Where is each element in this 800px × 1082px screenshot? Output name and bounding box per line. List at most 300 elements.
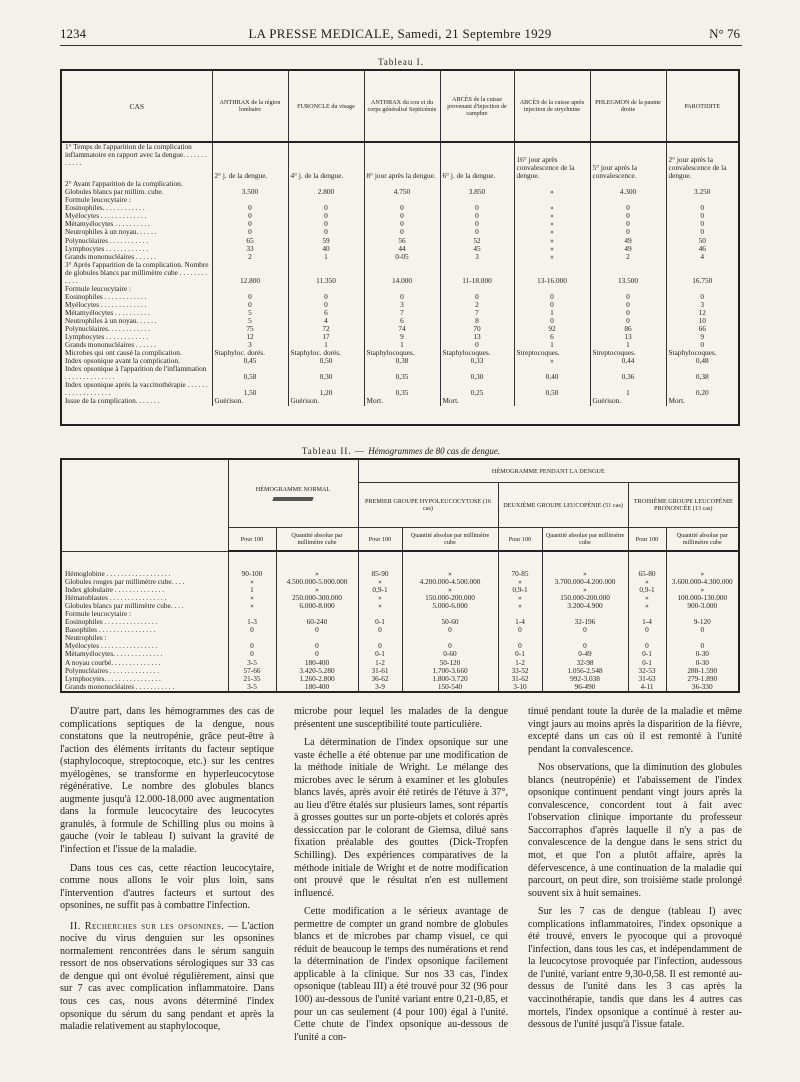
table-cell: Staphyloc. dorés. bbox=[212, 349, 288, 357]
table-cell: 0 bbox=[590, 317, 666, 325]
table-cell: 13.500 bbox=[590, 261, 666, 285]
table-cell: 32-196 bbox=[542, 618, 628, 626]
table-row bbox=[62, 142, 738, 180]
row-label: Formule leucocytaire : bbox=[65, 284, 132, 293]
table-cell: 2 bbox=[590, 253, 666, 261]
row-label: Eosinophiles. . . . . . . . . . . . bbox=[65, 204, 145, 213]
table-cell: 0 bbox=[212, 301, 288, 309]
header-rule bbox=[60, 45, 742, 46]
row-label: Lymphocytes . . . . . . . . . . . . bbox=[65, 244, 149, 253]
table-cell: 0,45 bbox=[212, 357, 288, 365]
table-cell: 36-62 bbox=[358, 675, 402, 683]
table-cell: 288-1.590 bbox=[666, 667, 738, 675]
table-cell: 0 bbox=[590, 293, 666, 301]
table-cell: 0 bbox=[440, 341, 514, 349]
table-cell: 0 bbox=[590, 220, 666, 228]
table-row bbox=[62, 357, 738, 365]
table-cell bbox=[364, 285, 440, 293]
table-cell: 1.056-2.548 bbox=[542, 667, 628, 675]
table1-column-header: FURONCLE du visage bbox=[288, 71, 364, 142]
table-cell: 0 bbox=[666, 626, 738, 634]
table2-caption-prefix: Tableau II. — bbox=[301, 446, 365, 456]
table-cell: Staphyloc. dorés. bbox=[288, 349, 364, 357]
table-cell: 0,9-1 bbox=[628, 586, 666, 594]
table-cell: 0 bbox=[440, 204, 514, 212]
table-cell: 0 bbox=[288, 220, 364, 228]
table-cell: 0 bbox=[288, 301, 364, 309]
table-cell: 0-60 bbox=[402, 650, 498, 658]
table-cell: 0 bbox=[542, 642, 628, 650]
row-label: 2° Avant l'apparition de la complication. Globules blancs par millim. cube. bbox=[65, 180, 183, 197]
table-cell: 6° j. de la dengue. bbox=[440, 142, 514, 180]
table-cell: 0-1 bbox=[628, 650, 666, 658]
table-cell: 1-4 bbox=[498, 618, 542, 626]
table-cell: 0,20 bbox=[666, 381, 738, 397]
table-cell: 4-11 bbox=[628, 683, 666, 691]
table1-column-header: ANTHRAX du cou et du corps généralisé Septicémie bbox=[364, 71, 440, 142]
table-cell: 1-2 bbox=[498, 659, 542, 667]
table-cell bbox=[276, 634, 358, 642]
table-cell: 1,50 bbox=[212, 381, 288, 397]
table-cell: » bbox=[628, 602, 666, 610]
table-cell bbox=[228, 610, 276, 618]
table-cell: 0 bbox=[440, 228, 514, 236]
table-cell: 4.500.000-5.000.000 bbox=[276, 578, 358, 586]
table-cell: 96-490 bbox=[542, 683, 628, 691]
table-cell: 1.800-3.720 bbox=[402, 675, 498, 683]
table-cell: 0 bbox=[228, 650, 276, 658]
column-1 bbox=[60, 706, 274, 1040]
issue-number: N° 76 bbox=[709, 26, 740, 41]
table-cell bbox=[666, 196, 738, 204]
table-row bbox=[62, 301, 738, 309]
table-cell: 31-62 bbox=[498, 675, 542, 683]
table-row bbox=[62, 650, 738, 658]
table-cell: » bbox=[514, 237, 590, 245]
spacer-cell bbox=[228, 551, 276, 570]
table-row bbox=[62, 204, 738, 212]
journal-title: LA PRESSE MEDICALE, Samedi, 21 Septembre 1929 bbox=[248, 26, 552, 41]
table-row bbox=[62, 578, 738, 586]
table-cell: 0-1 bbox=[358, 650, 402, 658]
table-cell: 31-63 bbox=[628, 675, 666, 683]
table-cell: 66 bbox=[666, 325, 738, 333]
table-cell: 0 bbox=[666, 642, 738, 650]
table-cell: 49 bbox=[590, 245, 666, 253]
table-cell: 1 bbox=[590, 381, 666, 397]
table-cell: 279-1.890 bbox=[666, 675, 738, 683]
table-cell: 0 bbox=[364, 212, 440, 220]
table-cell: 0 bbox=[666, 204, 738, 212]
table-cell: » bbox=[276, 586, 358, 594]
table-row bbox=[62, 626, 738, 634]
row-label: Index opsonique à l'apparition de l'inflammation . . . . . . . . . . . . . . bbox=[65, 365, 207, 382]
table-cell: 0-05 bbox=[364, 253, 440, 261]
table-cell: 8° jour après la dengue. bbox=[364, 142, 440, 180]
subheader-pct: Pour 100 bbox=[228, 528, 276, 552]
table2-group-2: DEUXIÈME GROUPE LEUCOPÉNIE (51 cas) bbox=[498, 483, 628, 528]
table-cell: 1 bbox=[514, 341, 590, 349]
table-cell: 0 bbox=[212, 228, 288, 236]
table-cell: 0,38 bbox=[364, 357, 440, 365]
spacer-cell bbox=[62, 551, 228, 570]
table-cell: 2 bbox=[212, 253, 288, 261]
subheader-abs: Quantité absolue par millimètre cube bbox=[666, 528, 738, 552]
table-cell bbox=[666, 634, 738, 642]
table-cell: 180-400 bbox=[276, 683, 358, 691]
row-label: Grands mononucléaires . . . . . . bbox=[65, 252, 156, 261]
table-cell: 9 bbox=[364, 333, 440, 341]
table1-caption: Tableau I. bbox=[378, 57, 424, 67]
row-label: Hémoglobine . . . . . . . . . . . . . . . . . . bbox=[65, 570, 171, 578]
table-cell: » bbox=[666, 570, 738, 578]
table-cell: 6.000-8.000 bbox=[276, 602, 358, 610]
table-cell bbox=[628, 634, 666, 642]
spacer-cell bbox=[542, 551, 628, 570]
table-cell: 16° jour après convalescence de la dengue. bbox=[514, 142, 590, 180]
table-cell: 0-49 bbox=[542, 650, 628, 658]
table-cell: 7 bbox=[364, 309, 440, 317]
table-cell: 0 bbox=[440, 220, 514, 228]
table-cell: » bbox=[358, 602, 402, 610]
table-cell: 0,40 bbox=[514, 365, 590, 381]
table-cell: 9-120 bbox=[666, 618, 738, 626]
table-cell: 17 bbox=[288, 333, 364, 341]
table-cell: 3.700.000-4.200.000 bbox=[542, 578, 628, 586]
table-cell: 3.250 bbox=[666, 180, 738, 196]
table-cell: 70 bbox=[440, 325, 514, 333]
table-cell: 900-3.000 bbox=[666, 602, 738, 610]
spacer-cell bbox=[666, 551, 738, 570]
table-row bbox=[62, 365, 738, 381]
table-cell: 16.750 bbox=[666, 261, 738, 285]
table-cell: 150-540 bbox=[402, 683, 498, 691]
table-cell: » bbox=[666, 586, 738, 594]
table-cell: 0 bbox=[590, 212, 666, 220]
table-cell: 0,48 bbox=[666, 357, 738, 365]
row-label: Métamyélocytes . . . . . . . . . . bbox=[65, 220, 150, 229]
section-paragraph: II. Recherches sur les opsonines. — L'action nocive du virus denguien sur les opsonines normalement rencontrées dans le sérum sanguin ressort de nos observations sérologiques sur 33 cas de dengue qui ont évolué régulièrement, ainsi que sur 7 cas avec complication inflammatoire. Dans tous ces cas, nous avons déterminé l'index opsonique du sérum du sang pendant et après la maladie relativement au staphylocoque, bbox=[60, 920, 274, 1033]
table-cell: 74 bbox=[364, 325, 440, 333]
row-label: Eosinophiles . . . . . . . . . . . . . . . bbox=[65, 618, 158, 627]
table-cell bbox=[402, 610, 498, 618]
table-cell: 0 bbox=[212, 204, 288, 212]
table-cell: 3 bbox=[212, 341, 288, 349]
table-cell: 3.500 bbox=[212, 180, 288, 196]
table-cell: 0 bbox=[364, 293, 440, 301]
table-cell: 65-80 bbox=[628, 570, 666, 578]
table-cell: 13-16.000 bbox=[514, 261, 590, 285]
table-row bbox=[62, 253, 738, 261]
table-row bbox=[62, 261, 738, 285]
table-cell: 0,9-1 bbox=[498, 586, 542, 594]
table-row bbox=[62, 285, 738, 293]
table-cell: 2.800 bbox=[288, 180, 364, 196]
table-cell: 0 bbox=[276, 642, 358, 650]
table-cell: » bbox=[628, 594, 666, 602]
table-cell: 0 bbox=[514, 317, 590, 325]
table-cell: 3-5 bbox=[228, 659, 276, 667]
table-row bbox=[62, 333, 738, 341]
table-cell bbox=[276, 610, 358, 618]
table-cell: 0 bbox=[276, 626, 358, 634]
table-cell: 1 bbox=[364, 341, 440, 349]
table-cell: 0,30 bbox=[288, 365, 364, 381]
table-cell: » bbox=[276, 570, 358, 578]
table-cell: 0 bbox=[364, 220, 440, 228]
table-cell: 0 bbox=[628, 626, 666, 634]
table2-group-3: TROISIÈME GROUPE LEUCOPÉNIE PRONONCÉE (13 cas) bbox=[628, 483, 738, 528]
table-cell: 0 bbox=[590, 228, 666, 236]
table-cell: 4° j. de la dengue. bbox=[288, 142, 364, 180]
table-cell: » bbox=[228, 578, 276, 586]
paragraph: tinué pendant toute la durée de la maladie et même vingt jaurs au moins après la disparition de la fièvre, excepté dans un cas où il est remonté à l'unité pendant la convalescence. bbox=[528, 706, 742, 755]
table-cell: 45 bbox=[440, 245, 514, 253]
table-cell: 46 bbox=[666, 245, 738, 253]
table-cell bbox=[228, 634, 276, 642]
row-label: Microbes qui ont causé la complication. bbox=[65, 349, 182, 358]
table-row bbox=[62, 212, 738, 220]
table-cell: Mort. bbox=[364, 397, 440, 405]
table2-group-1: PREMIER GROUPE HYPOLEUCOCYTOSE (16 cas) bbox=[358, 483, 498, 528]
table-cell: 0 bbox=[666, 220, 738, 228]
table-row bbox=[62, 634, 738, 642]
row-label: Neutrophiles : bbox=[65, 634, 107, 643]
table-cell bbox=[498, 634, 542, 642]
table-cell: 49 bbox=[590, 237, 666, 245]
table-cell: 44 bbox=[364, 245, 440, 253]
table-cell: » bbox=[402, 586, 498, 594]
table-cell: 1 bbox=[514, 309, 590, 317]
table-cell: » bbox=[628, 578, 666, 586]
table-cell: 7 bbox=[440, 309, 514, 317]
strike-mark bbox=[272, 497, 313, 501]
table-cell: 8 bbox=[440, 317, 514, 325]
table-cell: 992-3.038 bbox=[542, 675, 628, 683]
table-cell: 2° j. de la dengue. bbox=[212, 142, 288, 180]
table-cell: 75 bbox=[212, 325, 288, 333]
table-cell: Staphylocoques. bbox=[440, 349, 514, 357]
table-cell: 3 bbox=[666, 301, 738, 309]
table-row bbox=[62, 642, 738, 650]
table-row bbox=[62, 397, 738, 405]
table-cell: 4.750 bbox=[364, 180, 440, 196]
table-cell bbox=[402, 634, 498, 642]
table-cell: 0 bbox=[288, 228, 364, 236]
table1-column-header: ABCÈS de la cuisse après injection de strychnine bbox=[514, 71, 590, 142]
table-cell bbox=[358, 634, 402, 642]
table2-super-header: HÉMOGRAMME PENDANT LA DENGUE bbox=[358, 460, 738, 483]
table-cell: 59 bbox=[288, 237, 364, 245]
table-cell: 11-18.000 bbox=[440, 261, 514, 285]
table1-header-cas: CAS bbox=[62, 71, 212, 142]
table2-caption bbox=[60, 446, 742, 456]
row-label: Lymphocytes. . . . . . . . . . . . . . . . bbox=[65, 674, 161, 683]
table-cell: Staphylocoques. bbox=[666, 349, 738, 357]
table-cell: 0 bbox=[542, 626, 628, 634]
table-cell: 3 bbox=[364, 301, 440, 309]
table-cell: 92 bbox=[514, 325, 590, 333]
table-row bbox=[62, 610, 738, 618]
table-cell: » bbox=[514, 180, 590, 196]
row-label: Index opsonique avant la complication. bbox=[65, 357, 180, 366]
spacer-cell bbox=[358, 551, 402, 570]
page-header bbox=[60, 26, 740, 42]
table-row bbox=[62, 586, 738, 594]
table-cell bbox=[440, 196, 514, 204]
table-cell: 0 bbox=[402, 642, 498, 650]
row-label: Formule leucocytaire : bbox=[65, 196, 132, 205]
table-cell: 0-1 bbox=[358, 618, 402, 626]
table-cell: 0,36 bbox=[590, 365, 666, 381]
row-label: 1° Temps de l'apparition de la complication inflammatoire en rapport avec la dengue. . . . . . . . . . . . bbox=[65, 142, 207, 168]
table-cell: 1.260-2.800 bbox=[276, 675, 358, 683]
table-cell: Mort. bbox=[440, 397, 514, 405]
row-label: Polynucléaires. . . . . . . . . . . . bbox=[65, 325, 150, 334]
subheader-abs: Quantité absolue par millimètre cube bbox=[542, 528, 628, 552]
column-2 bbox=[294, 706, 508, 1044]
table-cell: 3-9 bbox=[358, 683, 402, 691]
table-cell: 0 bbox=[288, 212, 364, 220]
subheader-pct: Pour 100 bbox=[498, 528, 542, 552]
table-cell: 0,35 bbox=[364, 365, 440, 381]
table-cell: » bbox=[542, 586, 628, 594]
table-row bbox=[62, 228, 738, 236]
table-cell bbox=[542, 634, 628, 642]
table-cell: 3-10 bbox=[498, 683, 542, 691]
table-cell: 1 bbox=[288, 341, 364, 349]
table1 bbox=[60, 69, 740, 426]
row-label: Myélocytes . . . . . . . . . . . . . . . . bbox=[65, 642, 158, 651]
table-cell: 9 bbox=[666, 333, 738, 341]
table-cell: » bbox=[542, 570, 628, 578]
table1-column-header: PHLEGMON de la paume droite bbox=[590, 71, 666, 142]
table-cell: » bbox=[358, 578, 402, 586]
table-cell: 0 bbox=[666, 212, 738, 220]
table-cell: 0,25 bbox=[440, 381, 514, 397]
table-cell: 0 bbox=[514, 293, 590, 301]
table-cell: 150.000-200.000 bbox=[402, 594, 498, 602]
table-cell bbox=[628, 610, 666, 618]
table1-grid bbox=[62, 71, 738, 406]
table-cell: 4.300 bbox=[590, 180, 666, 196]
table-cell: 52 bbox=[440, 237, 514, 245]
table-row bbox=[62, 341, 738, 349]
table-cell: 0 bbox=[590, 204, 666, 212]
table-cell: 3.600.000-4.300.000 bbox=[666, 578, 738, 586]
row-label: Issue de la complication. . . . . . . bbox=[65, 397, 160, 406]
table-row bbox=[62, 325, 738, 333]
table-row bbox=[62, 180, 738, 196]
table-cell: 60-240 bbox=[276, 618, 358, 626]
paragraph: Dans tous ces cas, cette réaction leucocytaire, comme nous allons le voir plus loin, sans l'intervention d'autres facteurs et surtout des opsonines, ne suffit pas à combattre l'infection. bbox=[60, 862, 274, 912]
table-cell: 0 bbox=[498, 642, 542, 650]
table1-column-header: ANTHRAX de la région lombaire bbox=[212, 71, 288, 142]
table-cell bbox=[666, 285, 738, 293]
table-cell: 6 bbox=[288, 309, 364, 317]
row-label: 3° Après l'apparition de la complication. Nombre de globules blancs par millimètre cube . . . . . . . . . . . . bbox=[65, 260, 209, 285]
table-cell: 1 bbox=[590, 341, 666, 349]
table-cell: 70-85 bbox=[498, 570, 542, 578]
table-cell: 36-330 bbox=[666, 683, 738, 691]
table-cell: 6 bbox=[364, 317, 440, 325]
table-cell: 31-61 bbox=[358, 667, 402, 675]
table-row bbox=[62, 381, 738, 397]
table-cell: 90-100 bbox=[228, 570, 276, 578]
table-row bbox=[62, 237, 738, 245]
table-cell: 1-2 bbox=[358, 659, 402, 667]
table-cell: 0 bbox=[590, 301, 666, 309]
table2-normal-header: HÉMOGRAMME NORMAL bbox=[228, 460, 358, 528]
table-cell: » bbox=[514, 245, 590, 253]
table-cell: 0 bbox=[358, 626, 402, 634]
table-cell: 5 bbox=[212, 317, 288, 325]
table-cell: 0 bbox=[228, 626, 276, 634]
table-cell: 2 bbox=[440, 301, 514, 309]
table-cell: 13 bbox=[590, 333, 666, 341]
paragraph: D'autre part, dans les hémogrammes des cas de complications septiques de la dengue, nous constatons que la neutropénie, grâce peut-être à l'action des éléments irritants du facteur septique (staphylocoque, streptocoque, etc.) sur les centres myélogènes, se transforme en hyperleucocytose régénérative. Le nombre des globules blancs augmente jusqu'à 12.000-18.000 avec augmentation dans la formule leucocytaire des leucocytes granulés, à formule de Schilling plus ou moins à gauche (voir le tableau I) suivant la gravité de l'infection et l'issue de la maladie. bbox=[60, 706, 274, 856]
table-cell: 0,35 bbox=[364, 381, 440, 397]
table-cell: 250.000-300.000 bbox=[276, 594, 358, 602]
table-cell: 2° jour après la convalescence de la dengue. bbox=[666, 142, 738, 180]
table-cell: 0 bbox=[364, 228, 440, 236]
table-cell: 50-120 bbox=[402, 659, 498, 667]
table-cell: 0 bbox=[358, 642, 402, 650]
table2-caption-title: Hémogrammes de 80 cas de dengue. bbox=[368, 446, 501, 456]
table-cell: 33 bbox=[212, 245, 288, 253]
table-cell: 0,30 bbox=[440, 365, 514, 381]
table-cell: 0 bbox=[402, 626, 498, 634]
table-row bbox=[62, 683, 738, 691]
row-label: Index globulaire . . . . . . . . . . . . . . bbox=[65, 586, 165, 595]
table-cell: » bbox=[514, 253, 590, 261]
table-cell: » bbox=[514, 228, 590, 236]
table-cell: 3-5 bbox=[228, 683, 276, 691]
table-cell: 1 bbox=[288, 253, 364, 261]
table2-grid bbox=[62, 460, 738, 691]
table-cell: 1-4 bbox=[628, 618, 666, 626]
table-cell bbox=[212, 285, 288, 293]
table-cell: 85-90 bbox=[358, 570, 402, 578]
table-cell: » bbox=[358, 594, 402, 602]
table-cell bbox=[288, 285, 364, 293]
table-cell: 13 bbox=[440, 333, 514, 341]
table-cell: 0 bbox=[666, 341, 738, 349]
article-body bbox=[60, 706, 742, 1066]
column-3 bbox=[528, 706, 742, 1038]
table-cell: Streptocoques. bbox=[590, 349, 666, 357]
table-cell: Streptocoques. bbox=[514, 349, 590, 357]
spacer-cell bbox=[628, 551, 666, 570]
table-cell: Mort. bbox=[666, 397, 738, 405]
table-cell: » bbox=[498, 594, 542, 602]
table-cell bbox=[440, 285, 514, 293]
table-cell: 0 bbox=[288, 204, 364, 212]
table-cell: 0,50 bbox=[288, 357, 364, 365]
table-cell: 65 bbox=[212, 237, 288, 245]
row-label: Myélocytes . . . . . . . . . . . . . bbox=[65, 212, 147, 221]
table-cell: 50-60 bbox=[402, 618, 498, 626]
row-label: Eosinophiles . . . . . . . . . . . . bbox=[65, 292, 147, 301]
table-cell: 50 bbox=[666, 237, 738, 245]
table-cell: » bbox=[498, 602, 542, 610]
table-cell: » bbox=[402, 570, 498, 578]
table-cell bbox=[514, 397, 590, 405]
row-label: Polynucléaires . . . . . . . . . . . . . . bbox=[65, 666, 160, 675]
table-cell: 12 bbox=[666, 309, 738, 317]
paragraph: Nos observations, que la diminution des globules blancs (neutropénie) et l'abaissement de l'index opsonique continuent pendant vingt jours après la convalescence, concordent tout à fait avec l'observation clinique importante du professeur Saccorraphos d'après laquelle il n'y a pas de convalescence de la dengue dans le sens strict du mot, et que l'on a plutôt affaire, après la défervescence, à une continuation de la maladie qui parcourt, on peut dire, son troisième stade prolongé souvent six à huit semaines. bbox=[528, 762, 742, 899]
table-cell: 0,33 bbox=[440, 357, 514, 365]
